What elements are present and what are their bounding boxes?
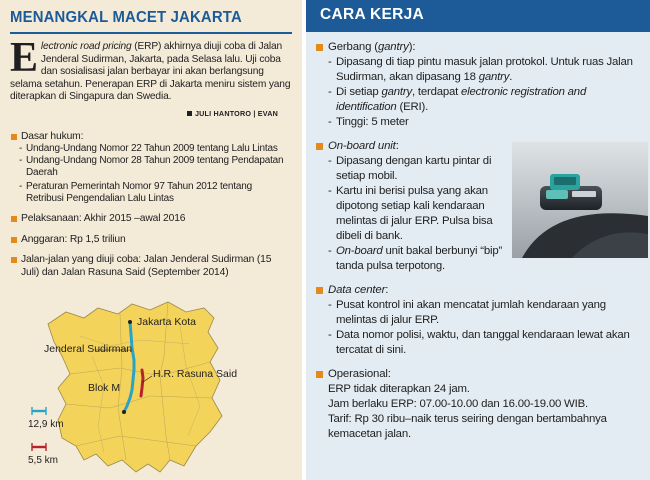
label-jakarta-kota: Jakarta Kota (137, 316, 196, 328)
bullet-square-icon (11, 216, 17, 222)
onboard-sub-3-text: unit bakal berbunyi “bip” tanda pulsa terpotong. (336, 245, 503, 272)
gerbang-sub-3: - Tinggi: 5 meter (316, 115, 640, 130)
gerbang-sub-1-italic: gantry (478, 71, 510, 83)
page-title: MENANGKAL MACET JAKARTA (10, 9, 242, 26)
onboard-label: On-board unit (328, 140, 396, 152)
gerbang-label-italic: gantry (377, 41, 409, 53)
onboard-sub-3-italic: On-board (336, 245, 383, 257)
dropcap: E (10, 35, 38, 81)
gerbang-sub-2-italic-2: electronic registration and identification (336, 86, 587, 113)
gerbang-sub-2-italic: gantry (381, 86, 412, 98)
bullet-square-icon (11, 237, 17, 243)
byline-square-icon (187, 111, 192, 116)
legend-red-label: 5,5 km (28, 455, 59, 466)
dasar-hukum-item: - Undang-Undang Nomor 22 Tahun 2009 tentang Lalu Lintas (19, 143, 292, 155)
gerbang-sub-1-post: . (509, 71, 513, 83)
route-rasuna-said (141, 370, 143, 396)
point-blok-m (122, 410, 126, 414)
gerbang-sub-1 (316, 55, 640, 85)
dasar-hukum (10, 131, 292, 144)
datacenter-label-post: : (385, 284, 389, 296)
datacenter-heading (316, 283, 640, 298)
onboard-label-post: : (395, 140, 399, 152)
byline (10, 109, 292, 118)
gerbang-sub-1-text: Dipasang di tiap pintu masuk jalan protokol. Untuk ruas Jalan Sudirman, akan dipasang 18 (336, 56, 633, 83)
pelaksanaan-text: Pelaksanaan: Akhir 2015 –awal 2016 (21, 213, 186, 225)
operasional-line-1: ERP tidak diterapkan 24 jam. (328, 383, 470, 395)
operasional-line-3: Tarif: Rp 30 ribu–naik terus seiring dengan bertambahnya kemacetan jalan. (328, 413, 607, 440)
anggaran-text: Anggaran: Rp 1,5 triliun (21, 233, 126, 245)
gerbang-label: Gerbang ( (328, 41, 378, 53)
gerbang-sub-2-pre: Di setiap (336, 86, 382, 98)
gerbang-sub-2 (316, 85, 640, 115)
label-jenderal-sudirman: Jenderal Sudirman (44, 343, 133, 355)
bullet-square-icon (316, 287, 323, 294)
legend-blue (32, 407, 46, 415)
jalan-text: Jalan-jalan yang diuji coba: Jalan Jenderal Sudirman (15 Juli) dan Jalan Rasuna Said (September 2014) (21, 254, 272, 278)
gerbang-heading (316, 40, 640, 55)
byline-text: JULI HANTORO | EVAN (194, 108, 278, 118)
dasar-hukum-item: - Undang-Undang Nomor 28 Tahun 2009 tentang Pendapatan Daerah (19, 155, 292, 179)
point-jakarta-kota (128, 320, 132, 324)
operasional-line-2: Jam berlaku ERP: 07.00-10.00 dan 16.00-19.00 WIB. (328, 398, 588, 410)
dasar-hukum-item: - Peraturan Pemerintah Nomor 97 Tahun 2012 tentang Retribusi Pengendalian Lalu Lintas (19, 181, 292, 205)
intro-italic-lead: lectronic road pricing (40, 41, 132, 52)
datacenter-label: Data center (328, 284, 386, 296)
operasional-label: Operasional: (328, 368, 391, 380)
legend-red (32, 443, 46, 451)
bullet-square-icon (316, 143, 323, 150)
intro-paragraph (10, 35, 292, 104)
gerbang-sub-2-mid: , terdapat (411, 86, 462, 98)
onboard-unit-device-image (512, 142, 648, 258)
title-rule (10, 32, 292, 34)
datacenter-sub-1: - Pusat kontrol ini akan mencatat jumlah kendaraan yang melintas di jalur ERP. (316, 298, 640, 328)
label-rasuna-said: H.R. Rasuna Said (153, 368, 238, 380)
intro-text: (ERP) akhirnya diuji coba di Jalan Jenderal Sudirman, Jakarta, pada Selasa lalu. Uji coba dan sosialisasi jalan berbayar ini akan berlangsung selama setahun. Penerapan ERP di Jakarta meniru sistem yang diterapkan di Singapura dan Swedia. (10, 41, 291, 103)
onboard-sub-1: - Dipasang dengan kartu pintar di setiap mobil. (316, 154, 506, 184)
gerbang-sub-2-post: (ERI). (396, 101, 429, 113)
onboard-sub-3 (316, 244, 506, 274)
pelaksanaan (10, 213, 292, 226)
legend-blue-label: 12,9 km (28, 419, 64, 430)
bullet-square-icon (316, 371, 323, 378)
label-blok-m: Blok M (88, 382, 121, 394)
datacenter-sub-2: - Data nomor polisi, waktu, dan tanggal kendaraan lewat akan tercatat di sini. (316, 328, 640, 358)
bullet-square-icon (11, 257, 17, 263)
bullet-square-icon (11, 134, 17, 140)
section-header: CARA KERJA (306, 0, 650, 32)
dasar-hukum-label: Dasar hukum: (21, 130, 84, 142)
bullet-square-icon (316, 44, 323, 51)
anggaran (10, 234, 292, 247)
jalan-uji-coba (10, 254, 292, 279)
onboard-sub-2: - Kartu ini berisi pulsa yang akan dipotong setiap kali kendaraan melintas di jalur ERP. Pulsa bisa dibeli di bank. (316, 184, 506, 244)
gerbang-label-post: ): (408, 41, 416, 53)
operasional-heading (316, 367, 640, 382)
